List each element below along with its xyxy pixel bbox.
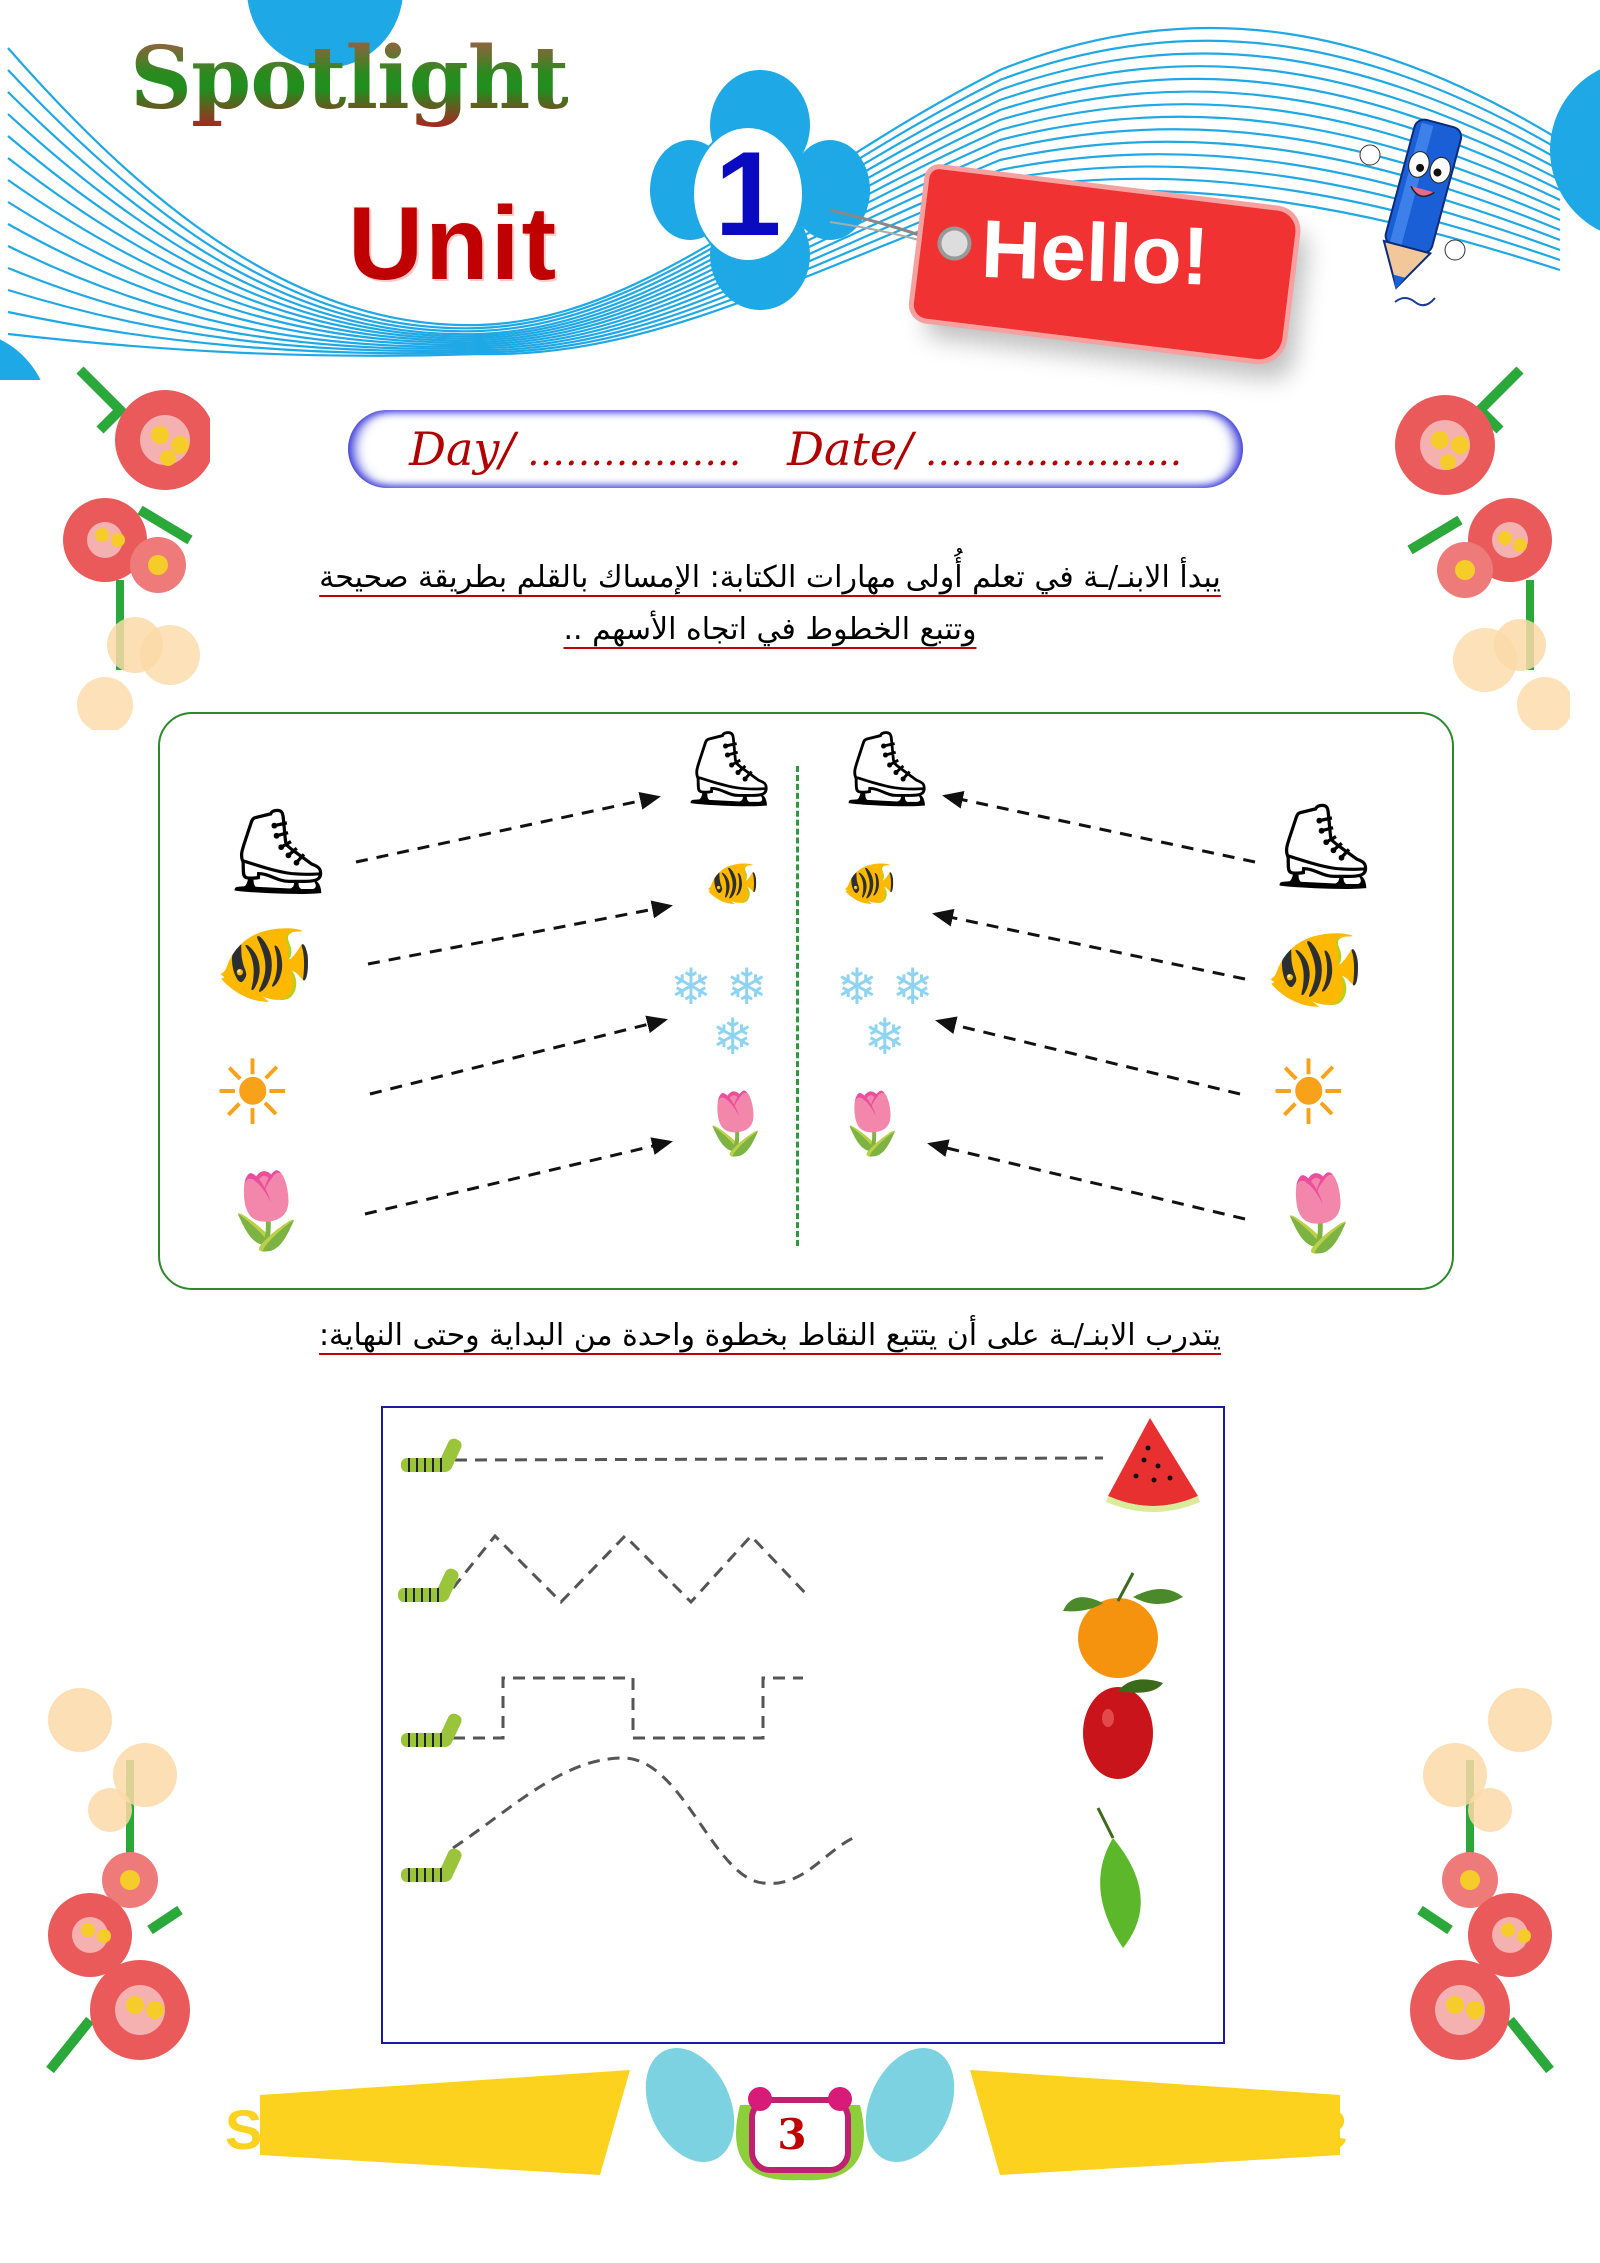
tulips-icon: 🌷 bbox=[220, 1169, 313, 1252]
instruction-line-2-text: وتتبع الخطوط في اتجاه الأسهم .. bbox=[563, 612, 977, 647]
page-number: 3 bbox=[777, 2110, 807, 2159]
date-value: ……............... bbox=[924, 430, 1182, 474]
tracing-paths[interactable] bbox=[383, 1408, 1223, 2042]
apple-icon bbox=[1083, 1679, 1163, 1779]
unit-number-badge bbox=[650, 70, 870, 310]
footer-brand-left: SPOTLIGHT bbox=[225, 2098, 555, 2161]
tracing-arrows[interactable] bbox=[160, 714, 1452, 1288]
fish-target-icon: 🐠 bbox=[842, 859, 897, 908]
instruction-line-3 bbox=[240, 1318, 1300, 1353]
leaf-icon bbox=[1098, 1808, 1141, 1948]
instruction-line-1-text: يبدأ الابنـ/ـة في تعلم أُولى مهارات الكتابة: الإمساك بالقلم بطريقة صحيحة bbox=[319, 560, 1221, 595]
fish-target-icon: 🐠 bbox=[705, 859, 760, 908]
tulip-target-icon: 🌷 bbox=[698, 1090, 773, 1157]
tag-hole-icon bbox=[936, 225, 974, 263]
unit-number: 1 bbox=[692, 126, 804, 262]
fish-icon: 🐠 bbox=[215, 919, 315, 1008]
day-label: Day/ bbox=[409, 422, 515, 476]
snowflakes-target-icon: ❄ ❄ ❄ bbox=[670, 959, 768, 1065]
instruction-line-1 bbox=[240, 560, 1300, 595]
instruction-line-2 bbox=[240, 612, 1300, 647]
watermelon-icon bbox=[1106, 1418, 1200, 1512]
day-date-bar bbox=[348, 410, 1243, 488]
instruction-line-3-text: يتدرب الابنـ/ـة على أن يتتبع النقاط بخطوة واحدة من البداية وحتى النهاية: bbox=[318, 1318, 1222, 1353]
sun-icon: ☀ bbox=[212, 1044, 293, 1144]
flower-decoration-bottom-left bbox=[30, 1680, 210, 2080]
day-field[interactable] bbox=[409, 422, 741, 476]
ice-skate-icon: ⛸ bbox=[225, 804, 332, 898]
arrow-tracing-activity bbox=[158, 712, 1454, 1290]
dot-tracing-activity bbox=[381, 1406, 1225, 2044]
snowflakes-target-icon: ❄ ❄ ❄ bbox=[836, 959, 934, 1065]
brand-title: Spotlight bbox=[130, 28, 569, 129]
date-label: Date/ bbox=[787, 422, 913, 476]
caterpillar-icons bbox=[398, 1437, 464, 1884]
ice-skate-target-icon: ⛸ bbox=[682, 727, 776, 810]
flower-decoration-top-left bbox=[30, 350, 210, 730]
pencil-mascot-icon bbox=[1355, 110, 1475, 310]
sun-icon: ☀ bbox=[1268, 1044, 1349, 1144]
tulips-icon: 🌷 bbox=[1272, 1171, 1365, 1254]
date-field[interactable] bbox=[787, 422, 1182, 476]
ice-skate-icon: ⛸ bbox=[1270, 799, 1377, 893]
flower-decoration-bottom-right bbox=[1390, 1680, 1570, 2080]
unit-label: Unit bbox=[348, 186, 559, 302]
fish-icon: 🐠 bbox=[1265, 924, 1365, 1013]
ice-skate-target-icon: ⛸ bbox=[840, 727, 934, 810]
hello-tag-text: Hello! bbox=[979, 203, 1211, 303]
flower-decoration-top-right bbox=[1390, 350, 1570, 730]
day-value: …………….. bbox=[526, 430, 742, 474]
tulip-target-icon: 🌷 bbox=[835, 1090, 910, 1157]
orange-icon bbox=[1063, 1573, 1183, 1678]
footer-brand-right-mirrored: SPOTLIGHT bbox=[1018, 2098, 1348, 2161]
